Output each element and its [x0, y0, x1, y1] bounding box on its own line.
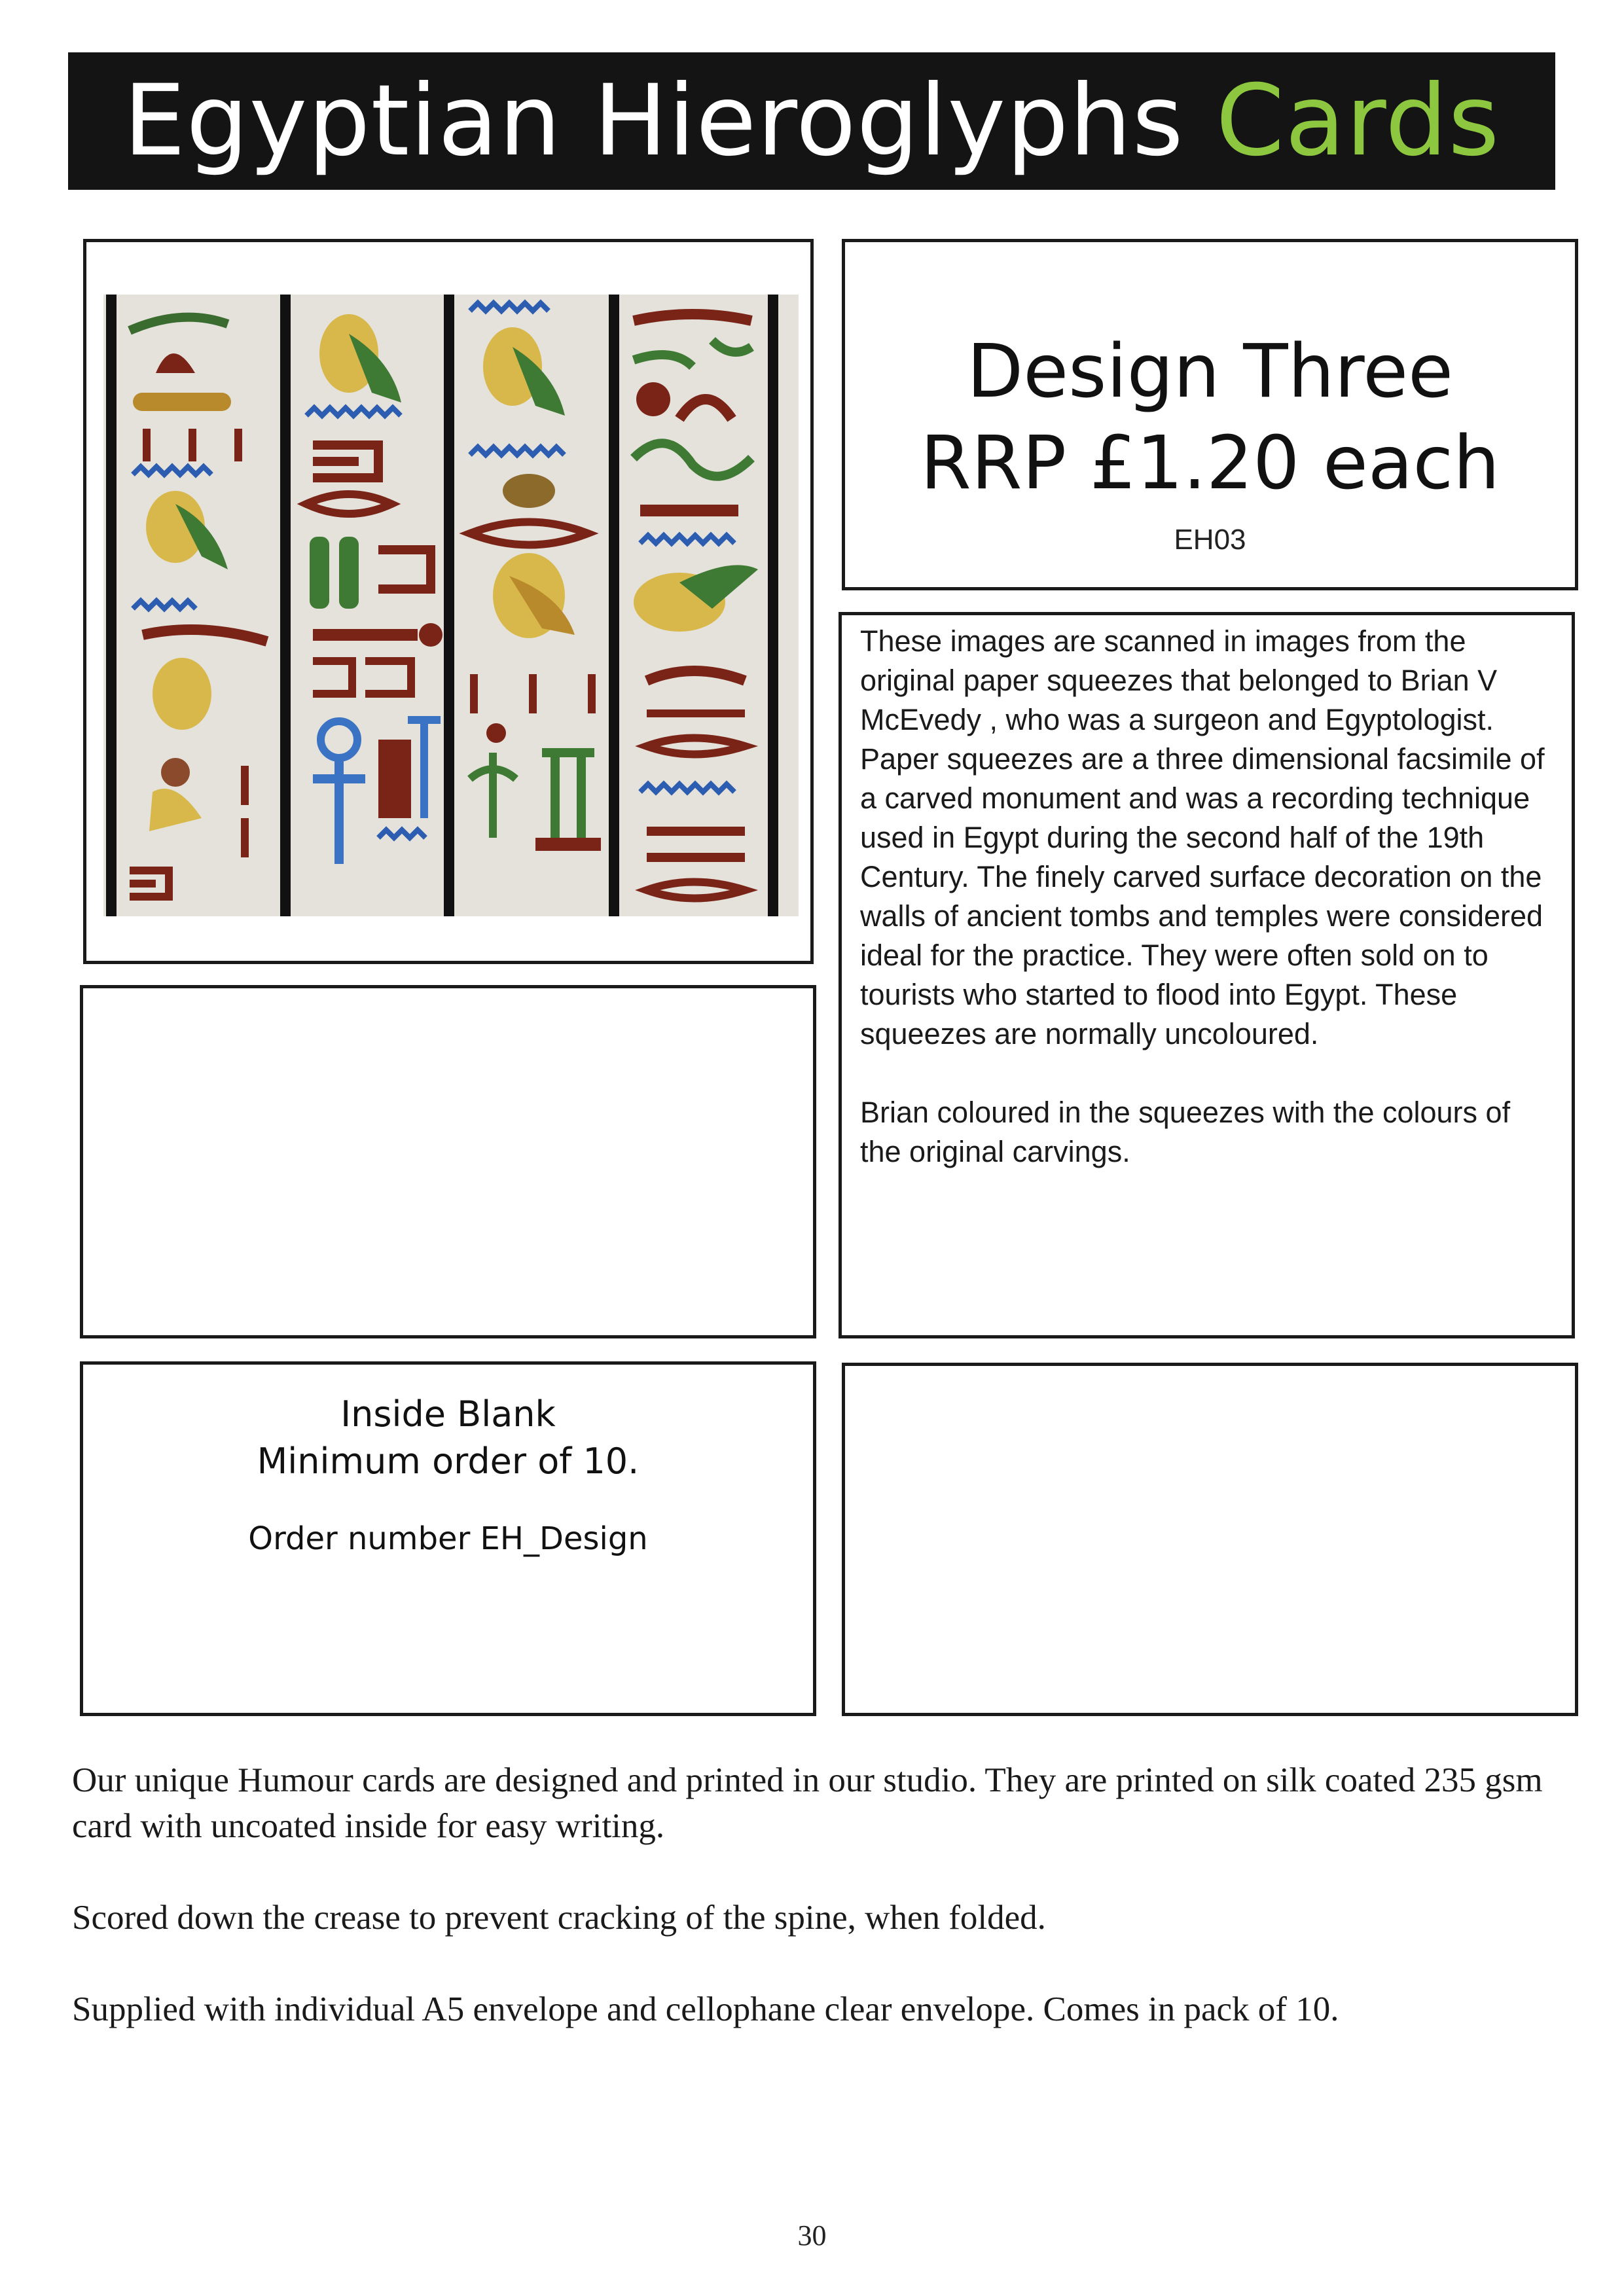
design-code: EH03	[1174, 524, 1246, 556]
inside-blank-label: Inside Blank	[340, 1393, 556, 1435]
design-price: RRP £1.20 each	[920, 421, 1500, 506]
blank-card-box	[80, 985, 816, 1338]
product-image-frame	[83, 239, 814, 964]
page-title-main: Egyptian Hieroglyphs	[123, 64, 1184, 178]
design-name: Design Three	[966, 329, 1454, 414]
title-banner	[68, 52, 1555, 190]
design-title	[845, 326, 1575, 509]
details-paragraph: Scored down the crease to prevent cracking of the spine, when folded.	[72, 1899, 1046, 1937]
description-box	[839, 612, 1575, 1338]
description-text	[860, 622, 1559, 1211]
order-number-label: Order number EH_Design	[248, 1520, 648, 1557]
page-number: 30	[797, 2219, 827, 2251]
product-details	[72, 1757, 1564, 2078]
hieroglyph-panel-image	[103, 295, 799, 916]
blank-card-box	[842, 1363, 1578, 1716]
page-title	[123, 64, 1500, 178]
description-paragraph: Brian coloured in the squeezes with the colours of the original carvings.	[860, 1096, 1511, 1168]
details-paragraph: Our unique Humour cards are designed and printed in our studio. They are printed on silk coated 235 gsm card with uncoated inside for easy writing.	[72, 1761, 1543, 1845]
order-info-box	[80, 1361, 816, 1716]
description-paragraph: These images are scanned in images from the original paper squeezes that belonged to Brian V McEvedy , who was a surgeon and Egyptologist. Paper squeezes are a three dimensional facsimile of a carved monument and was a recording technique used in Egypt during the second half of the 19th Century. The finely carved surface decoration on the walls of ancient tombs and temples were considered ideal for the practice. They were often sold on to tourists who started to flood into Egypt. These squeezes are normally uncoloured.	[860, 624, 1545, 1050]
design-info-box	[842, 239, 1578, 590]
page-title-accent: Cards	[1216, 64, 1500, 178]
details-paragraph: Supplied with individual A5 envelope and cellophane clear envelope. Comes in pack of 10.	[72, 1990, 1339, 2028]
minimum-order-label: Minimum order of 10.	[257, 1441, 640, 1482]
